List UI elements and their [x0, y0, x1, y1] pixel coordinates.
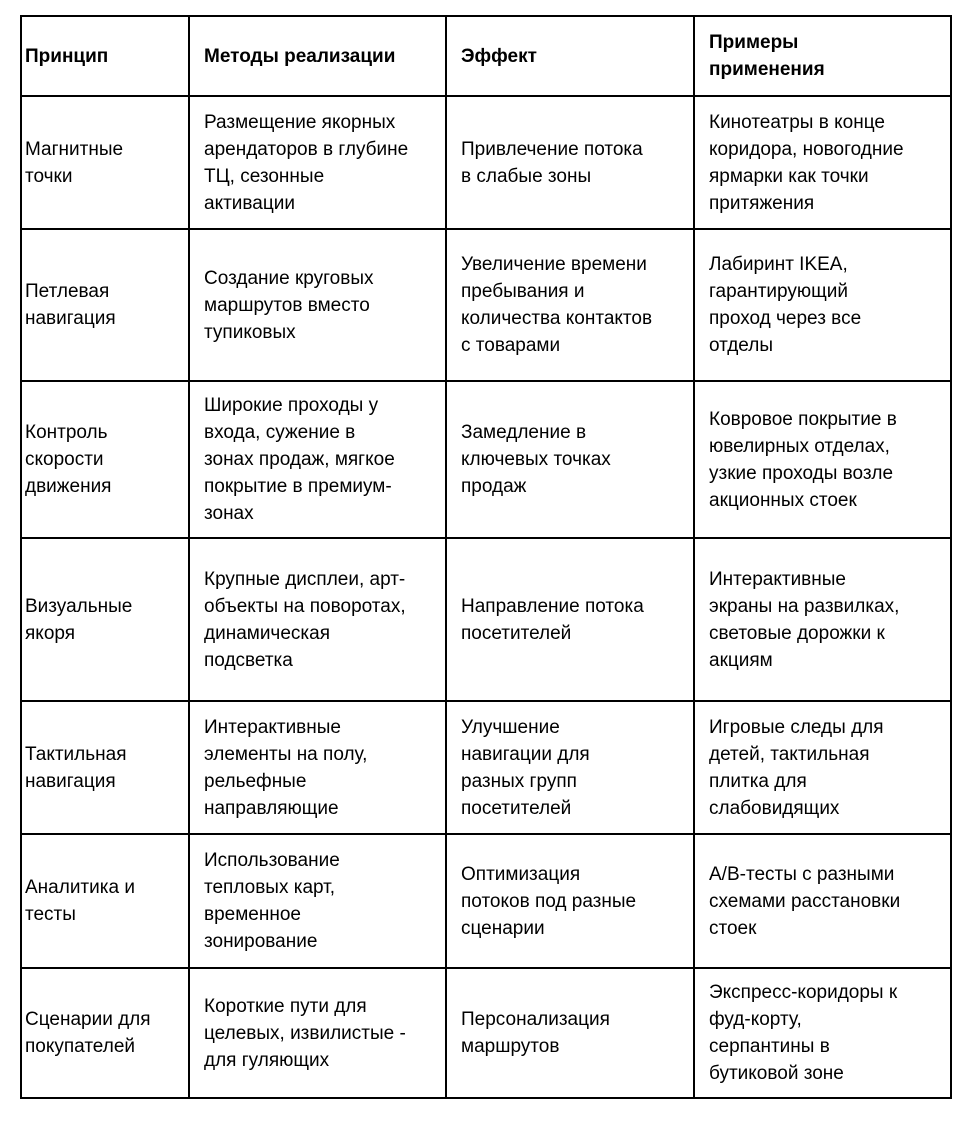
header-row — [21, 16, 951, 96]
table-row — [21, 701, 951, 834]
cell-principle: Магнитные точки — [21, 96, 189, 229]
table-row — [21, 968, 951, 1098]
table-row — [21, 96, 951, 229]
cell-principle: Аналитика и тесты — [21, 834, 189, 968]
cell-effect: Направление потока посетителей — [446, 538, 694, 701]
cell-principle: Визуальные якоря — [21, 538, 189, 701]
cell-principle: Тактильная навигация — [21, 701, 189, 834]
cell-methods: Широкие проходы у входа, сужение в зонах продаж, мягкое покрытие в премиум-зонах — [189, 381, 446, 538]
page — [0, 15, 977, 1129]
cell-principle: Петлевая навигация — [21, 229, 189, 381]
table-row — [21, 381, 951, 538]
table-row — [21, 538, 951, 701]
cell-examples: Интерактивные экраны на развилках, световые дорожки к акциям — [694, 538, 951, 701]
cell-methods: Крупные дисплеи, арт-объекты на поворотах, динамическая подсветка — [189, 538, 446, 701]
cell-methods: Использование тепловых карт, временное зонирование — [189, 834, 446, 968]
header-examples: Примеры применения — [694, 16, 951, 96]
table-row — [21, 834, 951, 968]
cell-effect: Увеличение времени пребывания и количества контактов с товарами — [446, 229, 694, 381]
cell-principle: Сценарии для покупателей — [21, 968, 189, 1098]
cell-methods: Короткие пути для целевых, извилистые - для гуляющих — [189, 968, 446, 1098]
cell-principle: Контроль скорости движения — [21, 381, 189, 538]
principles-table — [20, 15, 952, 1099]
cell-effect: Персонализация маршрутов — [446, 968, 694, 1098]
cell-examples: A/B-тесты с разными схемами расстановки стоек — [694, 834, 951, 968]
cell-effect: Привлечение потока в слабые зоны — [446, 96, 694, 229]
cell-examples: Игровые следы для детей, тактильная плитка для слабовидящих — [694, 701, 951, 834]
cell-effect: Замедление в ключевых точках продаж — [446, 381, 694, 538]
header-methods: Методы реализации — [189, 16, 446, 96]
cell-methods: Создание круговых маршрутов вместо тупиковых — [189, 229, 446, 381]
cell-examples: Кинотеатры в конце коридора, новогодние ярмарки как точки притяжения — [694, 96, 951, 229]
cell-examples: Ковровое покрытие в ювелирных отделах, узкие проходы возле акционных стоек — [694, 381, 951, 538]
table-row — [21, 229, 951, 381]
cell-effect: Оптимизация потоков под разные сценарии — [446, 834, 694, 968]
cell-effect: Улучшение навигации для разных групп посетителей — [446, 701, 694, 834]
header-effect: Эффект — [446, 16, 694, 96]
cell-methods: Интерактивные элементы на полу, рельефные направляющие — [189, 701, 446, 834]
cell-examples: Лабиринт IKEA, гарантирующий проход через все отделы — [694, 229, 951, 381]
header-principle: Принцип — [21, 16, 189, 96]
cell-methods: Размещение якорных арендаторов в глубине ТЦ, сезонные активации — [189, 96, 446, 229]
cell-examples: Экспресс-коридоры к фуд-корту, серпантины в бутиковой зоне — [694, 968, 951, 1098]
